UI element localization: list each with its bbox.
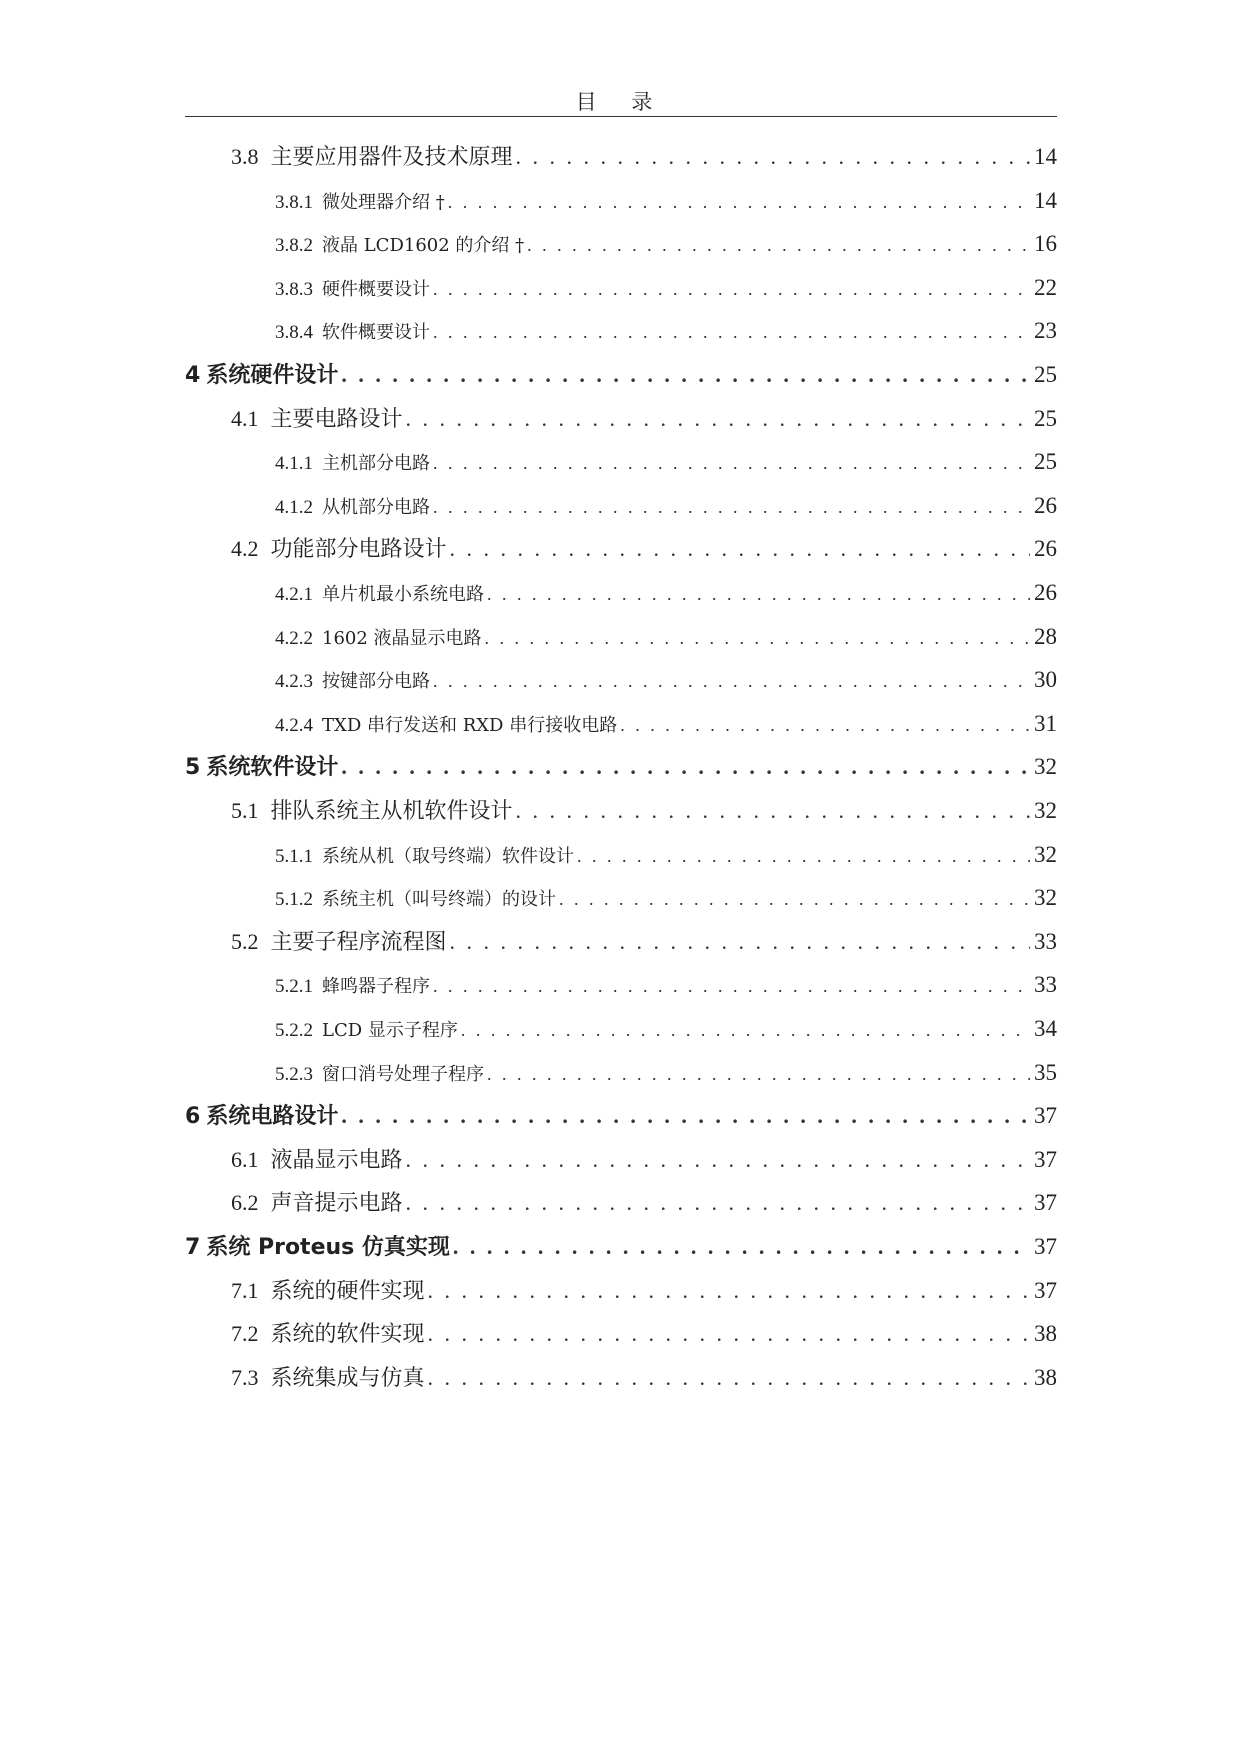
toc-entry-title: 系统 Proteus 仿真实现 — [206, 1235, 450, 1260]
toc-entry[interactable] — [231, 1186, 1057, 1220]
toc-entry-page-number: 25 — [1034, 449, 1057, 475]
toc-dot-leader — [341, 750, 1030, 784]
toc-dot-leader — [487, 577, 1030, 611]
toc-entry-title: 液晶显示电路 — [270, 1147, 403, 1173]
toc-entry-number: 3.8.4 — [275, 322, 313, 344]
toc-entry-title: 蜂鸣器子程序 — [322, 976, 430, 998]
toc-entry-title: 排队系统主从机软件设计 — [270, 799, 513, 824]
toc-entry[interactable] — [275, 707, 1057, 741]
toc-entry-number: 5.1.2 — [275, 889, 313, 911]
toc-dot-leader — [516, 794, 1030, 828]
page-header-title: 目 录 — [575, 90, 667, 114]
toc-dot-leader — [450, 532, 1030, 566]
toc-entry-page-number: 23 — [1034, 318, 1057, 344]
toc-entry[interactable] — [275, 271, 1057, 305]
toc-entry-title: 硬件概要设计 — [322, 278, 430, 300]
toc-dot-leader — [527, 228, 1030, 262]
toc-dot-leader — [433, 272, 1030, 306]
toc-entry-page-number: 37 — [1034, 1146, 1057, 1172]
toc-entry-title: 1602 液晶显示电路 — [322, 627, 482, 649]
toc-entry-page-number: 14 — [1034, 144, 1057, 169]
toc-entry-title: 主机部分电路 — [322, 453, 430, 475]
toc-entry-page-number: 37 — [1034, 1103, 1057, 1129]
toc-dot-leader — [406, 1186, 1030, 1220]
toc-entry[interactable] — [231, 402, 1057, 436]
toc-entry-title: 系统硬件设计 — [206, 363, 339, 388]
toc-dot-leader — [485, 621, 1030, 655]
toc-entry-number: 5.2.1 — [275, 976, 313, 998]
toc-entry-number: 4.1.1 — [275, 453, 313, 475]
toc-dot-leader — [433, 969, 1030, 1003]
toc-entry-title: 系统主机（叫号终端）的设计 — [322, 889, 556, 911]
toc-entry-title: 系统的软件实现 — [270, 1322, 425, 1348]
toc-entry-number: 5.1.1 — [275, 845, 313, 867]
toc-entry[interactable] — [275, 1056, 1057, 1090]
toc-dot-leader — [487, 1057, 1030, 1091]
toc-entry[interactable] — [275, 838, 1057, 872]
toc-entry[interactable] — [231, 532, 1057, 566]
toc-entry[interactable] — [231, 1274, 1057, 1308]
toc-entry-number: 4.2.4 — [275, 714, 313, 736]
toc-entry[interactable] — [275, 620, 1057, 654]
toc-entry-number: 4.2.2 — [275, 627, 313, 649]
toc-entry[interactable] — [275, 314, 1057, 348]
toc-dot-leader — [428, 1317, 1030, 1351]
toc-entry[interactable] — [185, 1230, 1057, 1264]
toc-entry-title: 功能部分电路设计 — [270, 537, 447, 563]
toc-entry-title: 系统电路设计 — [206, 1104, 339, 1130]
toc-entry[interactable] — [231, 1143, 1057, 1177]
toc-entry-page-number: 37 — [1034, 1234, 1057, 1259]
toc-entry-number: 4 — [185, 363, 201, 388]
toc-entry-page-number: 38 — [1034, 1364, 1057, 1390]
toc-entry-page-number: 32 — [1034, 841, 1057, 867]
toc-entry-title: 按键部分电路 — [322, 671, 430, 693]
toc-entry-title: TXD 串行发送和 RXD 串行接收电路 — [322, 714, 618, 736]
toc-entry-page-number: 33 — [1034, 972, 1057, 998]
toc-dot-leader — [341, 358, 1030, 392]
toc-entry-title: LCD 显示子程序 — [322, 1020, 458, 1041]
toc-entry-page-number: 32 — [1034, 754, 1057, 780]
toc-entry-page-number: 34 — [1034, 1016, 1057, 1041]
toc-entry-title: 软件概要设计 — [322, 322, 430, 344]
toc-entry-page-number: 22 — [1034, 274, 1057, 300]
toc-entry-title: 液晶 LCD1602 的介绍 † — [322, 235, 525, 257]
toc-entry[interactable] — [231, 925, 1057, 959]
toc-entry-number: 5 — [185, 755, 201, 781]
toc-dot-leader — [448, 185, 1030, 219]
toc-entry-number: 3.8.2 — [275, 235, 313, 257]
toc-entry-number: 7.1 — [231, 1277, 259, 1303]
toc-entry[interactable] — [231, 140, 1057, 174]
toc-entry-page-number: 37 — [1034, 1190, 1057, 1216]
toc-entry[interactable] — [275, 663, 1057, 697]
toc-entry-page-number: 32 — [1034, 885, 1057, 911]
toc-entry-page-number: 37 — [1034, 1277, 1057, 1303]
toc-entry-number: 7.2 — [231, 1321, 259, 1347]
toc-entry[interactable] — [275, 1012, 1057, 1046]
toc-entry-number: 6.1 — [231, 1146, 259, 1172]
toc-entry[interactable] — [275, 968, 1057, 1002]
toc-dot-leader — [433, 490, 1030, 524]
toc-dot-leader — [559, 882, 1030, 916]
toc-entry[interactable] — [185, 750, 1057, 784]
toc-entry-title: 系统的硬件实现 — [270, 1278, 425, 1304]
toc-entry-number: 6 — [185, 1104, 201, 1130]
toc-entry-page-number: 25 — [1034, 405, 1057, 431]
toc-dot-leader — [577, 839, 1030, 873]
toc-dot-leader — [406, 1143, 1030, 1177]
toc-entry-title: 声音提示电路 — [270, 1191, 403, 1217]
toc-entry-page-number: 31 — [1034, 710, 1057, 736]
toc-entry-number: 4.1.2 — [275, 496, 313, 518]
toc-entry-number: 5.2.2 — [275, 1020, 313, 1041]
toc-dot-leader — [433, 446, 1030, 480]
toc-entry[interactable] — [275, 576, 1057, 610]
toc-entry-number: 7 — [185, 1235, 201, 1260]
toc-dot-leader — [428, 1361, 1030, 1395]
toc-entry-page-number: 33 — [1034, 928, 1057, 954]
toc-entry-title: 窗口消号处理子程序 — [322, 1063, 484, 1085]
toc-entry-title: 系统软件设计 — [206, 755, 339, 781]
toc-dot-leader — [428, 1274, 1030, 1308]
toc-entry-title: 从机部分电路 — [322, 496, 430, 518]
toc-entry-number: 3.8.1 — [275, 191, 313, 213]
toc-dot-leader — [461, 1013, 1030, 1047]
toc-entry-number: 4.1 — [231, 405, 259, 431]
toc-entry-page-number: 26 — [1034, 536, 1057, 562]
toc-entry-page-number: 28 — [1034, 623, 1057, 649]
toc-entry-number: 5.1 — [231, 798, 259, 823]
toc-entry-title: 主要应用器件及技术原理 — [270, 145, 513, 170]
toc-entry-title: 系统集成与仿真 — [270, 1365, 425, 1391]
toc-entry[interactable] — [275, 184, 1057, 218]
toc-entry[interactable] — [231, 1361, 1057, 1395]
toc-entry[interactable] — [275, 445, 1057, 479]
toc-entry-number: 4.2 — [231, 536, 259, 562]
toc-entry-number: 3.8.3 — [275, 278, 313, 300]
toc-entry[interactable] — [231, 1317, 1057, 1351]
toc-entry-number: 5.2 — [231, 928, 259, 954]
toc-entry-number: 7.3 — [231, 1364, 259, 1390]
toc-dot-leader — [450, 925, 1030, 959]
toc-dot-leader — [516, 140, 1030, 174]
toc-entry-number: 4.2.3 — [275, 671, 313, 693]
toc-entry-page-number: 26 — [1034, 580, 1057, 605]
toc-entry-page-number: 25 — [1034, 362, 1057, 387]
toc-entry[interactable] — [275, 489, 1057, 523]
toc-entry-page-number: 32 — [1034, 798, 1057, 823]
toc-entry-title: 系统从机（取号终端）软件设计 — [322, 845, 574, 867]
toc-entry-page-number: 38 — [1034, 1321, 1057, 1347]
toc-entry-title: 主要电路设计 — [270, 406, 403, 432]
toc-entry[interactable] — [185, 1099, 1057, 1133]
toc-entry[interactable] — [231, 794, 1057, 828]
toc-entry-page-number: 35 — [1034, 1059, 1057, 1085]
toc-dot-leader — [433, 664, 1030, 698]
toc-entry-title: 微处理器介绍 † — [322, 191, 445, 213]
toc-entry-title: 单片机最小系统电路 — [322, 584, 484, 605]
toc-entry-number: 6.2 — [231, 1190, 259, 1216]
toc-dot-leader — [453, 1230, 1030, 1264]
toc-entry-page-number: 14 — [1034, 187, 1057, 213]
toc-entry[interactable] — [275, 227, 1057, 261]
toc-entry-number: 5.2.3 — [275, 1063, 313, 1085]
toc-entry-page-number: 26 — [1034, 492, 1057, 518]
toc-entry-page-number: 16 — [1034, 231, 1057, 257]
toc-dot-leader — [433, 315, 1030, 349]
toc-entry-number: 3.8 — [231, 144, 259, 169]
toc-dot-leader — [341, 1099, 1030, 1133]
toc-entry-title: 主要子程序流程图 — [270, 929, 447, 955]
toc-entry-number: 4.2.1 — [275, 584, 313, 605]
toc-dot-leader — [406, 402, 1030, 436]
toc-dot-leader — [620, 708, 1030, 742]
toc-entry[interactable] — [185, 358, 1057, 392]
toc-entry[interactable] — [275, 881, 1057, 915]
toc-entry-page-number: 30 — [1034, 667, 1057, 693]
